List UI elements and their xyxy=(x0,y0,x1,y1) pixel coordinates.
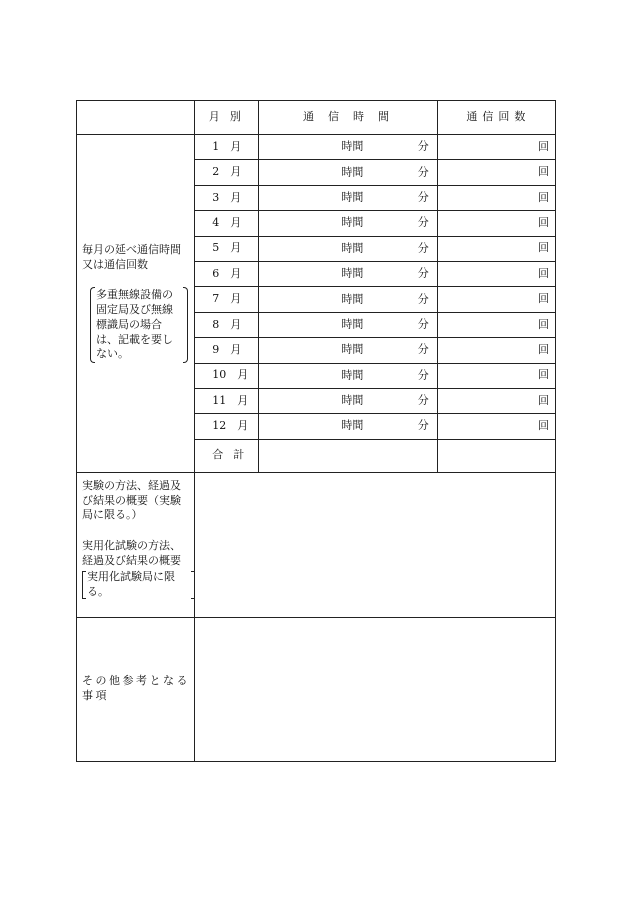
month-time-field[interactable] xyxy=(259,236,437,261)
hours-unit-label: 時間 xyxy=(341,165,364,179)
hours-unit-label: 時間 xyxy=(341,342,364,356)
month-label: 1 月 xyxy=(195,135,259,160)
month-count-field[interactable] xyxy=(437,312,555,337)
total-label: 合計 xyxy=(195,439,259,472)
experiment-label: 実験の方法、経過及び結果の概要（実験局に限る。） xyxy=(82,478,181,522)
count-unit-label: 回 xyxy=(538,342,549,356)
month-time-field[interactable] xyxy=(259,211,437,236)
month-label: 7 月 xyxy=(195,287,259,312)
count-unit-label: 回 xyxy=(538,317,549,331)
month-label: 8 月 xyxy=(195,312,259,337)
minutes-unit-label: 分 xyxy=(417,292,429,306)
month-count-field[interactable] xyxy=(437,287,555,312)
month-count-field[interactable] xyxy=(437,338,555,363)
count-unit-label: 回 xyxy=(538,139,549,153)
month-count-field[interactable] xyxy=(437,388,555,413)
month-time-field[interactable] xyxy=(259,414,437,439)
month-label: 2 月 xyxy=(195,160,259,185)
hours-unit-label: 時間 xyxy=(341,190,364,204)
count-unit-label: 回 xyxy=(538,241,549,255)
total-count-field[interactable] xyxy=(437,439,555,472)
minutes-unit-label: 分 xyxy=(417,241,429,255)
hours-unit-label: 時間 xyxy=(341,393,364,407)
month-count-field[interactable] xyxy=(437,363,555,388)
month-time-field[interactable] xyxy=(259,363,437,388)
header-row xyxy=(77,101,556,135)
month-count-field[interactable] xyxy=(437,414,555,439)
month-label: 6 月 xyxy=(195,261,259,286)
experiment-row xyxy=(77,472,556,617)
minutes-unit-label: 分 xyxy=(417,317,429,331)
month-time-field[interactable] xyxy=(259,338,437,363)
count-unit-label: 回 xyxy=(538,215,549,229)
month-label: 9 月 xyxy=(195,338,259,363)
month-time-field[interactable] xyxy=(259,287,437,312)
month-label: 3 月 xyxy=(195,185,259,210)
practical-test-label: 実用化試験の方法、経過及び結果の概要 xyxy=(82,539,181,568)
hours-unit-label: 時間 xyxy=(341,292,364,306)
practical-test-note: 実用化試験局に限る。 xyxy=(82,570,195,600)
month-time-field[interactable] xyxy=(259,261,437,286)
hours-unit-label: 時間 xyxy=(341,419,364,433)
hours-unit-label: 時間 xyxy=(341,139,364,153)
count-unit-label: 回 xyxy=(538,190,549,204)
month-row xyxy=(77,135,556,160)
minutes-unit-label: 分 xyxy=(417,342,429,356)
count-unit-label: 回 xyxy=(538,393,549,407)
month-time-field[interactable] xyxy=(259,312,437,337)
count-unit-label: 回 xyxy=(538,266,549,280)
month-label: 10 月 xyxy=(195,363,259,388)
hours-unit-label: 時間 xyxy=(341,266,364,280)
month-time-field[interactable] xyxy=(259,160,437,185)
report-form-table xyxy=(76,100,556,762)
month-count-field[interactable] xyxy=(437,135,555,160)
minutes-unit-label: 分 xyxy=(417,215,429,229)
month-time-field[interactable] xyxy=(259,185,437,210)
minutes-unit-label: 分 xyxy=(417,266,429,280)
minutes-unit-label: 分 xyxy=(417,165,429,179)
minutes-unit-label: 分 xyxy=(417,190,429,204)
hours-unit-label: 時間 xyxy=(341,317,364,331)
hours-unit-label: 時間 xyxy=(341,215,364,229)
header-communication-time: 通信時間 xyxy=(259,101,437,135)
experiment-content-field[interactable] xyxy=(195,472,556,617)
month-count-field[interactable] xyxy=(437,211,555,236)
month-label: 11 月 xyxy=(195,388,259,413)
experiment-label-cell xyxy=(77,472,195,617)
minutes-unit-label: 分 xyxy=(417,139,429,153)
month-time-field[interactable] xyxy=(259,388,437,413)
month-label: 12 月 xyxy=(195,414,259,439)
header-blank-cell xyxy=(77,101,195,135)
count-unit-label: 回 xyxy=(538,419,549,433)
month-count-field[interactable] xyxy=(437,185,555,210)
reference-label: その他参考となる事項 xyxy=(77,617,195,761)
count-unit-label: 回 xyxy=(538,292,549,306)
month-count-field[interactable] xyxy=(437,160,555,185)
count-unit-label: 回 xyxy=(538,368,549,382)
total-time-field[interactable] xyxy=(259,439,437,472)
hours-unit-label: 時間 xyxy=(341,241,364,255)
month-count-field[interactable] xyxy=(437,261,555,286)
monthly-usage-label: 毎月の延べ通信時間又は通信回数 xyxy=(82,243,181,272)
minutes-unit-label: 分 xyxy=(417,393,429,407)
hours-unit-label: 時間 xyxy=(341,368,364,382)
reference-row xyxy=(77,617,556,761)
minutes-unit-label: 分 xyxy=(417,419,429,433)
minutes-unit-label: 分 xyxy=(417,368,429,382)
month-label: 4 月 xyxy=(195,211,259,236)
count-unit-label: 回 xyxy=(538,165,549,179)
header-month: 月別 xyxy=(195,101,259,135)
monthly-usage-label-cell xyxy=(77,135,195,473)
month-count-field[interactable] xyxy=(437,236,555,261)
month-time-field[interactable] xyxy=(259,135,437,160)
reference-content-field[interactable] xyxy=(195,617,556,761)
header-communication-count: 通信回数 xyxy=(437,101,555,135)
monthly-usage-note: 多重無線設備の固定局及び無線標識局の場合は、記載を要しない。 xyxy=(90,287,188,363)
month-label: 5 月 xyxy=(195,236,259,261)
